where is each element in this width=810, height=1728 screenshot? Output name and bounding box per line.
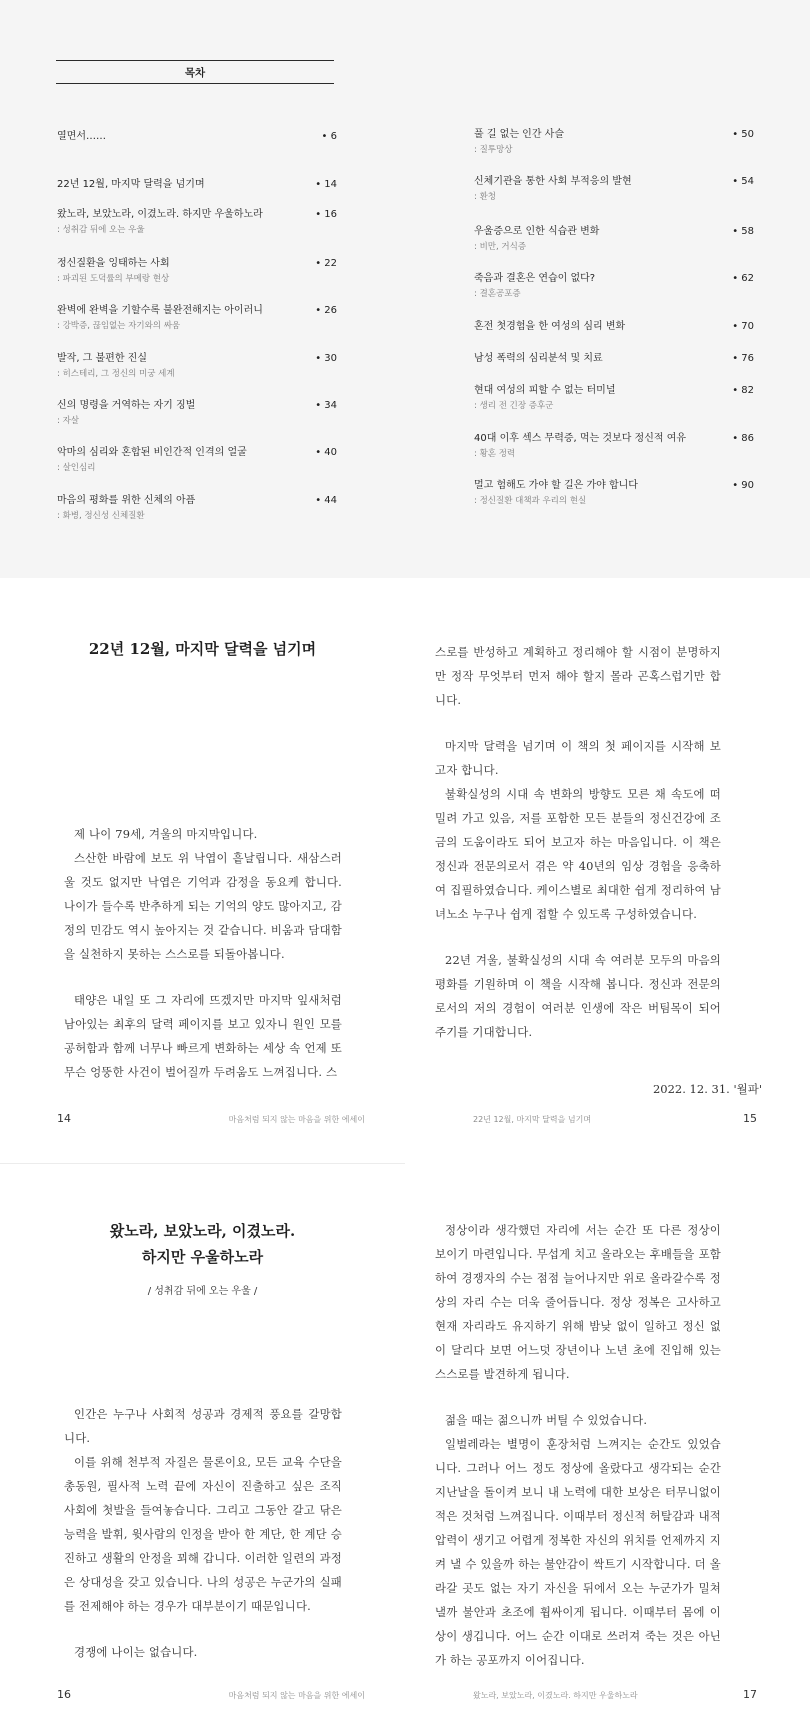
toc-entry-title: 우울증으로 인한 식습관 변화 (474, 226, 600, 237)
toc-entry[interactable] (474, 128, 754, 156)
toc-entry[interactable] (57, 257, 337, 285)
running-head: 왔노라, 보았노라, 이겼노라. 하지만 우울하노라 (473, 1691, 638, 1700)
paragraph: 제 나이 79세, 겨울의 마지막입니다. (74, 827, 258, 841)
toc-entry[interactable] (474, 384, 754, 412)
toc-entry-page: • 70 (732, 321, 754, 332)
page-footer (405, 1112, 810, 1158)
toc-entry-subtitle: : 히스테리, 그 정신의 미궁 세계 (57, 369, 175, 379)
toc-entry-title: 현대 여성의 피할 수 없는 터미널 (474, 385, 616, 396)
paragraph: 스산한 바람에 보도 위 낙엽이 흩날립니다. 새삼스러울 것도 없지만 낙엽은 기억과 감정을 동요케 합니다. 나이가 들수록 반추하게 되는 기억의 양도 많아지고, 감정의 민감도 역시 높아지는 것 같습니다. 비움과 담대함을 실천하지 못하는 스스로를 되돌아봅니다. (64, 851, 342, 961)
toc-entry[interactable] (57, 352, 337, 380)
page-number: 14 (57, 1112, 71, 1125)
chapter-title-line: 하지만 우울하노라 (141, 1248, 264, 1266)
running-head: 마음처럼 되지 않는 마음을 위한 에세이 (228, 1115, 365, 1124)
toc-entry[interactable] (57, 446, 337, 474)
paragraph: 불확실성의 시대 속 변화의 방향도 모른 채 속도에 떠밀려 가고 있음, 저를 포함한 모든 분들의 정신건강에 조금의 도움이라도 되어 보고자 하는 마음입니다. 이 책은 정신과 전문의로서 겪은 약 40년의 임상 경험을 응축하여 집필하였습니다. 케이스별로 최대한 쉽게 정리하여 남녀노소 누구나 쉽게 접할 수 있도록 구성하였습니다. (435, 787, 721, 921)
toc-header-label: 목차 (184, 67, 206, 79)
book-page-14 (0, 578, 405, 1158)
toc-entry-page: • 58 (732, 226, 754, 237)
page-number: 17 (743, 1688, 757, 1701)
toc-entry-title: 신의 명령을 거역하는 자기 징벌 (57, 400, 196, 411)
toc-entry-page: • 82 (732, 385, 754, 396)
toc-entry-page: • 16 (315, 209, 337, 220)
toc-entry-title: 정신질환을 잉태하는 사회 (57, 258, 170, 269)
toc-entry-title: 열면서…… (57, 131, 106, 142)
paragraph: 22년 겨울, 불확실성의 시대 속 여러분 모두의 마음의 평화를 기원하며 이 책을 시작해 봅니다. 정신과 전문의로서의 저의 경험이 여러분 인생에 작은 버팀목이 되어 주기를 기대합니다. (435, 953, 721, 1039)
toc-entry[interactable] (474, 225, 754, 253)
toc-entry-subtitle: : 결혼공포증 (474, 289, 521, 299)
toc-entry-title: 풀 길 없는 인간 사슬 (474, 129, 564, 140)
paragraph: 태양은 내일 또 그 자리에 뜨겠지만 마지막 잎새처럼 남아있는 최후의 달력 페이지를 보고 있자니 원인 모를 공허함과 함께 너무나 빠르게 변화하는 세상 속 언제 또 무슨 엉뚱한 사건이 벌어질까 두려움도 느껴집니다. 스 (64, 993, 342, 1079)
paragraph: 이를 위해 천부적 자질은 물론이요, 모든 교육 수단을 총동원, 필사적 노력 끝에 자신이 진출하고 싶은 조직 사회에 첫발을 들여놓습니다. 그리고 그동안 갈고 닦은 능력을 발휘, 윗사람의 인정을 받아 한 계단, 한 계단 승진하고 생활의 안정을 꾀해 갑니다. 이러한 일련의 과정은 상대성을 갖고 있습니다. 나의 성공은 누군가의 실패를 전제해야 하는 경우가 대부분이기 때문입니다. (64, 1455, 342, 1613)
running-head: 마음처럼 되지 않는 마음을 위한 에세이 (228, 1691, 365, 1700)
book-page-15 (405, 578, 810, 1158)
toc-entry-title: 마음의 평화를 위한 신체의 아픔 (57, 495, 196, 506)
toc-entry-subtitle: : 자살 (57, 416, 79, 426)
book-page-17 (405, 1158, 810, 1728)
paragraph: 일벌레라는 별명이 훈장처럼 느껴지는 순간도 있었습니다. 그러나 어느 정도 정상에 올랐다고 생각되는 순간 지난날을 돌이켜 보니 내 노력에 대한 보상은 터무니없이 적은 것처럼 느껴집니다. 이때부터 정신적 허탈감과 내적 압력이 생기고 어렵게 정복한 자신의 위치를 언제까지 지켜 낼 수 있을까 하는 불안감이 싹트기 시작합니다. 더 올라갈 곳도 없는 자기 자신을 뒤에서 오는 누군가가 밀쳐 낼까 불안과 초조에 휩싸이게 됩니다. 이때부터 몸에 이상이 생깁니다. 어느 순간 이대로 쓰러져 죽는 것은 아닌가 하는 공포까지 이어집니다. (435, 1437, 721, 1667)
toc-entry-title: 혼전 첫경험을 한 여성의 심리 변화 (474, 321, 626, 332)
page-footer (0, 1112, 405, 1158)
running-head: 22년 12월, 마지막 달력을 넘기며 (473, 1115, 592, 1124)
paragraph: 인간은 누구나 사회적 성공과 경제적 풍요를 갈망합니다. (64, 1407, 342, 1445)
toc-entry-subtitle: : 파괴된 도덕률의 부메랑 현상 (57, 274, 170, 284)
toc-entry[interactable] (57, 304, 337, 332)
toc-entry[interactable] (57, 208, 337, 236)
toc-entry[interactable] (474, 320, 754, 334)
toc-entry-title: 멀고 험해도 가야 할 길은 가야 합니다 (474, 480, 638, 491)
paragraph: 스로를 반성하고 계획하고 정리해야 할 시점이 분명하지만 정작 무엇부터 먼저 해야 할지 몰라 곤혹스럽기만 합니다. (435, 645, 721, 707)
toc-entry-page: • 62 (732, 273, 754, 284)
chapter-title (0, 1218, 405, 1270)
toc-entry-page: • 76 (732, 353, 754, 364)
toc-spread (0, 0, 810, 578)
toc-entry[interactable] (474, 175, 754, 203)
toc-entry-page: • 86 (732, 433, 754, 444)
body-text (64, 822, 342, 1084)
body-text (435, 1218, 721, 1672)
toc-entry-subtitle: : 환청 (474, 192, 496, 202)
toc-entry-page: • 34 (315, 400, 337, 411)
toc-entry-page: • 40 (315, 447, 337, 458)
toc-entry-title: 40대 이후 섹스 무력증, 먹는 것보다 정신적 여유 (474, 433, 687, 444)
toc-entry[interactable] (57, 178, 337, 192)
toc-entry-title: 22년 12월, 마지막 달력을 넘기며 (57, 179, 205, 190)
toc-entry-page: • 14 (315, 179, 337, 190)
toc-entry-page: • 90 (732, 480, 754, 491)
body-text (435, 640, 721, 1044)
toc-entry-page: • 6 (321, 131, 337, 142)
toc-entry-subtitle: : 비만, 거식증 (474, 242, 527, 252)
book-page-16 (0, 1158, 405, 1728)
chapter-title: 22년 12월, 마지막 달력을 넘기며 (88, 640, 317, 658)
toc-header (56, 60, 334, 84)
toc-entry[interactable] (57, 494, 337, 522)
toc-entry-page: • 54 (732, 176, 754, 187)
toc-entry[interactable] (57, 130, 337, 144)
toc-entry-title: 악마의 심리와 혼합된 비인간적 인격의 얼굴 (57, 447, 247, 458)
toc-entry[interactable] (474, 272, 754, 300)
toc-entry[interactable] (474, 352, 754, 366)
toc-entry-title: 남성 폭력의 심리분석 및 치료 (474, 353, 603, 364)
toc-entry-title: 신체기관을 통한 사회 부적응의 발현 (474, 176, 632, 187)
paragraph: 정상이라 생각했던 자리에 서는 순간 또 다른 정상이 보이기 마련입니다. 무섭게 치고 올라오는 후배들을 포함하여 경쟁자의 수는 점점 늘어나지만 위로 올라갈수록 정상의 자리 수는 더욱 줄어듭니다. 정상 정복은 고사하고 현재 자리라도 유지하기 위해 밤낮 없이 일하고 정신 없이 달리다 보면 어느덧 장년이나 노년 초에 진입해 있는 스스로를 발견하게 됩니다. (435, 1223, 721, 1381)
chapter-title-line: 왔노라, 보았노라, 이겼노라. (109, 1222, 296, 1240)
toc-entry-subtitle: : 정신질환 대책과 우리의 현실 (474, 496, 587, 506)
toc-entry-page: • 26 (315, 305, 337, 316)
body-text (64, 1402, 342, 1664)
toc-entry-page: • 44 (315, 495, 337, 506)
toc-entry-subtitle: : 생리 전 긴장 증후군 (474, 401, 554, 411)
signature: 2022. 12. 31. '월파' (652, 1082, 762, 1096)
toc-entry-subtitle: : 화병, 정신성 신체질환 (57, 511, 145, 521)
paragraph: 경쟁에 나이는 없습니다. (74, 1645, 198, 1659)
toc-entry[interactable] (474, 479, 754, 507)
toc-entry-subtitle: : 질투망상 (474, 145, 513, 155)
page-footer (0, 1688, 405, 1728)
toc-entry-page: • 30 (315, 353, 337, 364)
toc-entry-title: 완벽에 완벽을 기할수록 불완전해지는 아이러니 (57, 305, 263, 316)
chapter-subtitle: / 성취감 뒤에 오는 우울 / (147, 1286, 258, 1297)
page-number: 15 (743, 1112, 757, 1125)
toc-entry-subtitle: : 성취감 뒤에 오는 우울 (57, 225, 145, 235)
page-footer (405, 1688, 810, 1728)
toc-entry[interactable] (474, 432, 754, 460)
toc-entry[interactable] (57, 399, 337, 427)
paragraph: 마지막 달력을 넘기며 이 책의 첫 페이지를 시작해 보고자 합니다. (435, 739, 721, 777)
toc-entry-title: 왔노라, 보았노라, 이겼노라. 하지만 우울하노라 (57, 209, 263, 220)
toc-entry-subtitle: : 강박증, 끊임없는 자기와의 싸움 (57, 321, 181, 331)
toc-entry-title: 죽음과 결혼은 연습이 없다? (474, 273, 596, 284)
toc-entry-page: • 22 (315, 258, 337, 269)
page-number: 16 (57, 1688, 71, 1701)
paragraph: 젊을 때는 젊으니까 버틸 수 있었습니다. (445, 1413, 648, 1427)
toc-entry-title: 발작, 그 불편한 진실 (57, 353, 147, 364)
toc-entry-subtitle: : 살인심리 (57, 463, 96, 473)
toc-entry-page: • 50 (732, 129, 754, 140)
toc-entry-subtitle: : 황혼 정력 (474, 449, 516, 459)
